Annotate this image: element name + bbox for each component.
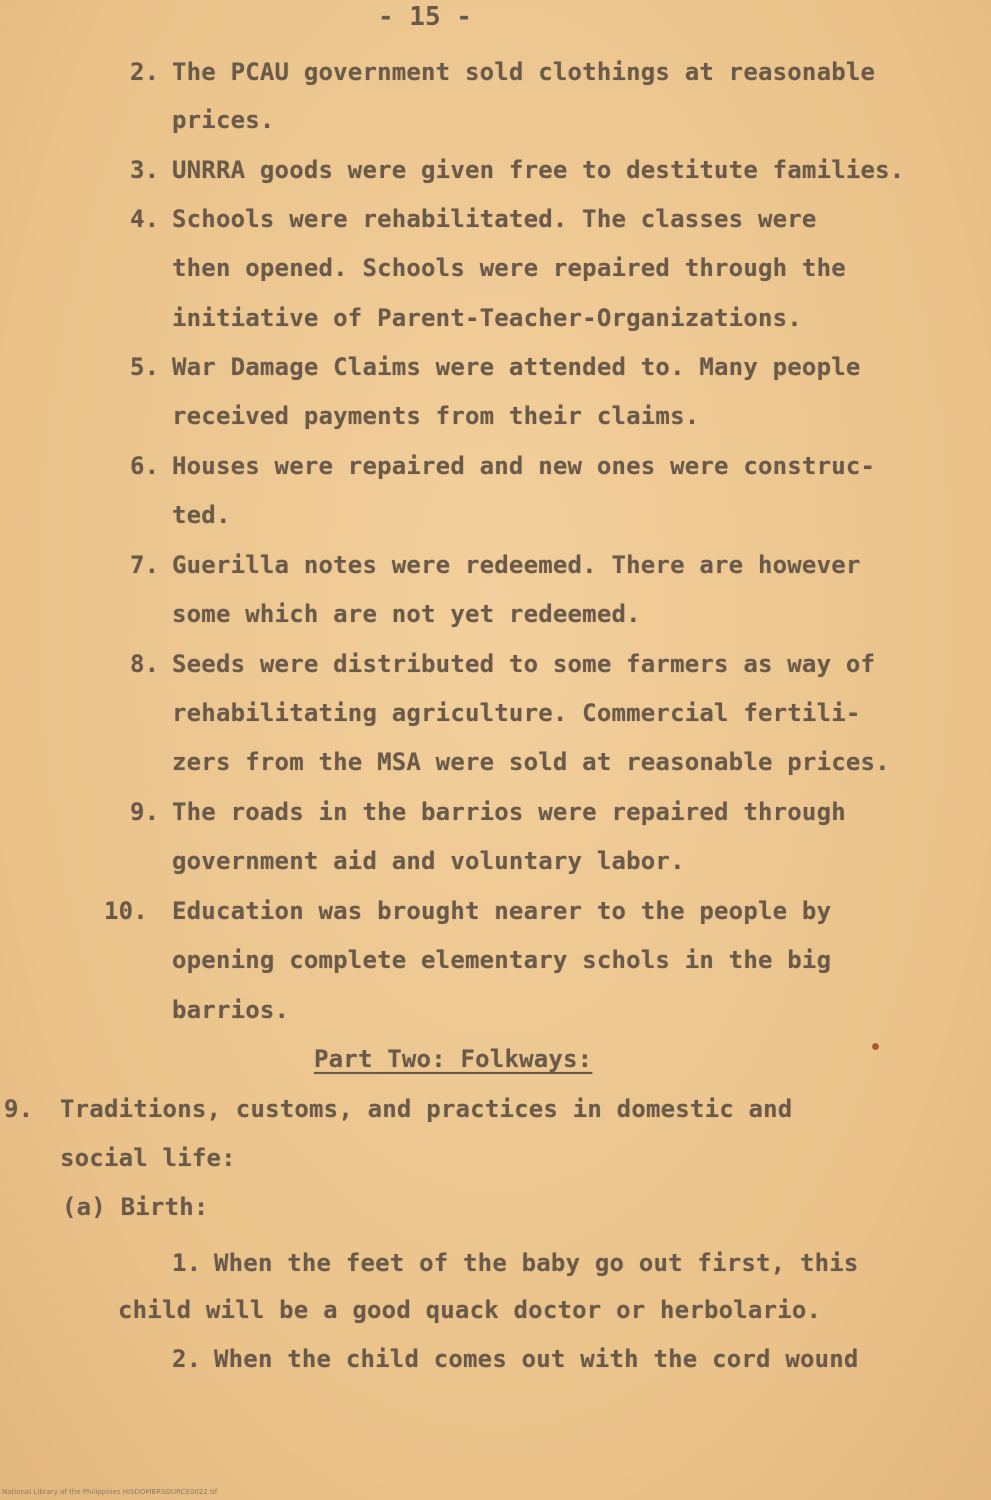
list-item-6-number: 6.: [130, 452, 160, 480]
birth-item-2-number: 2.: [172, 1345, 202, 1373]
archive-footer: National Library of the Philippines HISDOMBRSOURCE0022.tif: [2, 1488, 218, 1496]
folkways-item-9-line-1: Traditions, customs, and practices in domestic and: [60, 1095, 793, 1123]
folkways-item-9-number: 9.: [4, 1095, 34, 1123]
list-item-9-number: 9.: [130, 798, 160, 826]
list-item-6-line-1: Houses were repaired and new ones were construc-: [172, 452, 876, 480]
list-item-7-line-2: some which are not yet redeemed.: [172, 600, 641, 628]
birth-item-1-number: 1.: [172, 1249, 202, 1277]
list-item-8-number: 8.: [130, 650, 160, 678]
list-item-4-line-3: initiative of Parent-Teacher-Organizations.: [172, 304, 802, 332]
birth-item-2-line-1: When the child comes out with the cord wound: [214, 1345, 859, 1373]
list-item-7-number: 7.: [130, 551, 160, 579]
list-item-5-line-1: War Damage Claims were attended to. Many people: [172, 353, 861, 381]
list-item-8-line-3: zers from the MSA were sold at reasonable prices.: [172, 748, 890, 776]
list-item-8-line-2: rehabilitating agriculture. Commercial fertili-: [172, 699, 861, 727]
list-item-3-line-1: UNRRA goods were given free to destitute families.: [172, 156, 905, 184]
list-item-10-line-3: barrios.: [172, 996, 290, 1024]
page-number: - 15 -: [378, 2, 472, 32]
section-heading: Part Two: Folkways:: [314, 1045, 593, 1073]
list-item-8-line-1: Seeds were distributed to some farmers as way of: [172, 650, 876, 678]
list-item-10-line-1: Education was brought nearer to the people by: [172, 897, 832, 925]
birth-item-1-line-1: When the feet of the baby go out first, this: [214, 1249, 859, 1277]
folkways-item-9-line-2: social life:: [60, 1144, 236, 1172]
list-item-10-number: 10.: [104, 897, 148, 925]
list-item-2-line-1: The PCAU government sold clothings at reasonable: [172, 58, 876, 86]
birth-item-1-line-2: child will be a good quack doctor or herbolario.: [118, 1296, 822, 1324]
list-item-3-number: 3.: [130, 156, 160, 184]
list-item-4-line-1: Schools were rehabilitated. The classes were: [172, 205, 817, 233]
list-item-10-line-2: opening complete elementary schols in the big: [172, 946, 832, 974]
list-item-4-number: 4.: [130, 205, 160, 233]
list-item-7-line-1: Guerilla notes were redeemed. There are however: [172, 551, 861, 579]
ink-spot: [872, 1043, 879, 1050]
list-item-5-line-2: received payments from their claims.: [172, 402, 700, 430]
birth-subheading: (a) Birth:: [62, 1193, 209, 1221]
list-item-2-number: 2.: [130, 58, 160, 86]
list-item-5-number: 5.: [130, 353, 160, 381]
list-item-2-line-2: prices.: [172, 106, 275, 134]
list-item-9-line-1: The roads in the barrios were repaired through: [172, 798, 846, 826]
list-item-4-line-2: then opened. Schools were repaired through the: [172, 254, 846, 282]
list-item-9-line-2: government aid and voluntary labor.: [172, 847, 685, 875]
list-item-6-line-2: ted.: [172, 501, 231, 529]
